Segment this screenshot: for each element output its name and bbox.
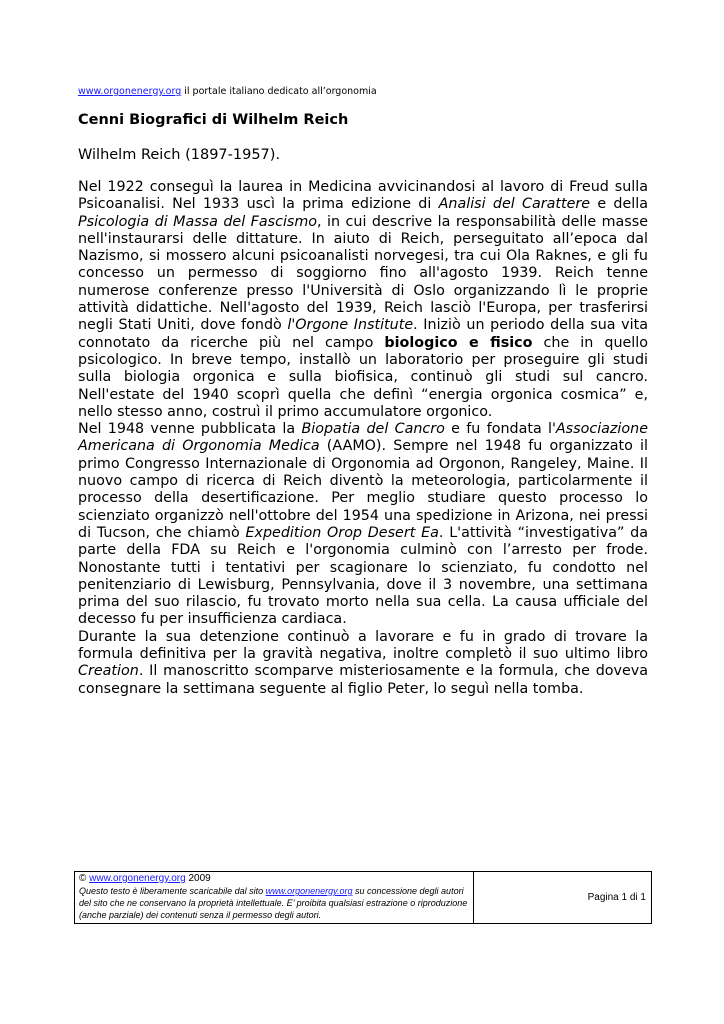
body-paragraph bbox=[78, 421, 648, 629]
footer-notice-link[interactable]: www.orgonenergy.org bbox=[265, 886, 353, 896]
footer-notice bbox=[79, 885, 469, 921]
italic-text: Psicologia di Massa del Fascismo bbox=[78, 213, 318, 230]
article-body bbox=[78, 179, 648, 698]
header-tagline: il portale italiano dedicato all’orgonomia bbox=[181, 86, 377, 97]
paragraph-text: Durante la sua detenzione continuò a lavorare e fu in grado di trovare la formula definitiva per la gravità negativa, inoltre completò il suo ultimo libro bbox=[78, 628, 648, 663]
paragraph-text: e fu fondata l' bbox=[444, 421, 556, 438]
paragraph-text: Nel 1922 conseguì la laurea in Medicina avvicinandosi al lavoro di Freud sulla Psicoanalisi. Nel 1933 uscì la prima edizione di bbox=[78, 179, 648, 213]
footer-notice-cell bbox=[75, 872, 474, 924]
footer-page-cell bbox=[474, 872, 652, 924]
paragraph-text: Nel 1948 venne pubblicata la bbox=[78, 421, 302, 438]
italic-text: Expedition Orop Desert Ea bbox=[245, 524, 439, 541]
page-subtitle: Wilhelm Reich (1897-1957). bbox=[78, 147, 281, 163]
footer-notice-end: su concessione degli autori del sito che ne conservano la proprietà intellettuale. E’ proibita qualsiasi estrazione o riproduzione (anche parziale) dei contenuti senza il permesso degli autori. bbox=[79, 886, 468, 920]
footer-copyright-line bbox=[79, 873, 469, 885]
footer-site-link[interactable]: www.orgonenergy.org bbox=[89, 873, 186, 884]
paragraph-text: che in quello psicologico. In breve tempo, installò un laboratorio per proseguire gli studi sulla biologia orgonica e sulla biofisica, continuò gli studi sul cancro. Nell'estate del 1940 scoprì quella che definì “energia orgonica cosmica” e, nello stesso anno, costruì il primo accumulatore orgonico. bbox=[78, 334, 648, 420]
paragraph-text: . L'attività “investigativa” da parte della FDA su Reich e l'orgonomia culminò con l’arresto per frode. Nonostante tutti i tentativi per scagionare lo scienziato, fu condotto nel penitenziario di Lewisburg, Pennsylvania, dove il 3 novembre, una settimana prima del suo rilascio, fu trovato morto nella sua cella. La causa ufficiale del decesso fu per insufficienza cardiaca. bbox=[78, 524, 648, 628]
italic-text: Analisi del Carattere bbox=[438, 196, 591, 213]
paragraph-text: e della bbox=[590, 196, 648, 213]
paragraph-text: . Iniziò un periodo della sua vita connotato da ricerche più nel campo bbox=[78, 317, 648, 351]
italic-text: l'Orgone Institute bbox=[287, 317, 414, 334]
italic-text: Biopatia del Cancro bbox=[301, 421, 445, 438]
page-title: Cenni Biografici di Wilhelm Reich bbox=[78, 112, 349, 128]
italic-text: Associazione Americana di Orgonomia Medica bbox=[78, 421, 649, 455]
footer-notice-start: Questo testo è liberamente scaricabile dal sito bbox=[79, 886, 266, 896]
body-paragraph bbox=[78, 179, 648, 421]
paragraph-text: . Il manoscritto scomparve misteriosamente e la formula, che doveva consegnare la settimana seguente al figlio Peter, lo seguì nella tomba. bbox=[78, 663, 648, 697]
copyright-symbol: © bbox=[79, 873, 87, 884]
italic-text: Creation bbox=[78, 663, 139, 680]
header-site-link[interactable]: www.orgonenergy.org bbox=[78, 86, 182, 97]
page-footer bbox=[74, 871, 652, 924]
bold-text: biologico e fisico bbox=[384, 334, 533, 351]
body-paragraph bbox=[78, 629, 648, 698]
page-header bbox=[78, 86, 377, 97]
paragraph-text: , in cui descrive la responsabilità delle masse nell'instaurarsi delle dittature. In aiuto di Reich, perseguitato all’epoca dal Nazismo, si mossero alcuni psicoanalisti norvegesi, tra cui Ola Raknes, e gli fu concesso un permesso di soggiorno fino all'agosto 1939. Reich tenne numerose conferenze presso l'Università di Oslo organizzando lì le proprie attività didattiche. Nell'agosto del 1939, Reich lasciò l'Europa, per trasferirsi negli Stati Uniti, dove fondò bbox=[78, 213, 648, 334]
paragraph-text: (AAMO). Sempre nel 1948 fu organizzato il primo Congresso Internazionale di Orgonomia ad Orgonon, Rangeley, Maine. Il nuovo campo di ricerca di Reich diventò la meteorologia, particolarmente il processo della desertificazione. Per meglio studiare questo processo lo scienziato organizzò nell'ottobre del 1954 una spedizione in Arizona, nei pressi di Tucson, che chiamò bbox=[78, 438, 648, 541]
page-number: Pagina 1 di 1 bbox=[587, 892, 646, 903]
footer-year: 2009 bbox=[188, 873, 211, 884]
